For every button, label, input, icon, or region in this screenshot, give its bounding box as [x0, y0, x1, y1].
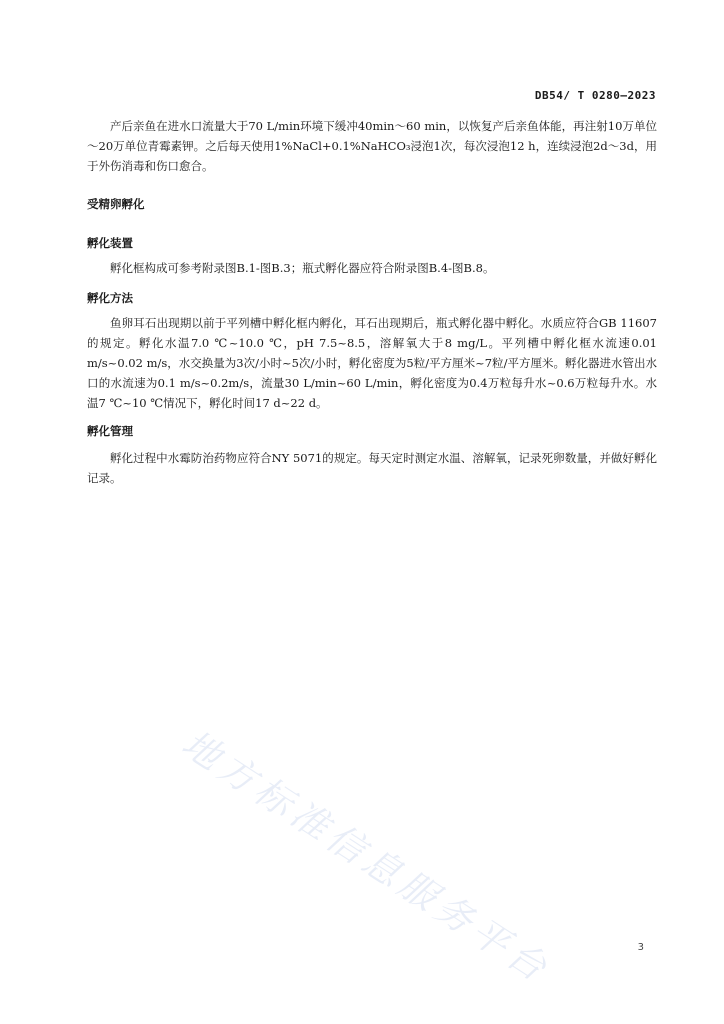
- document-code: DB54/ T 0280—2023: [534, 89, 656, 102]
- heading-incubation-management: 孵化管理: [87, 424, 133, 438]
- paragraph-incubation-management: 孵化过程中水霉防治药物应符合NY 5071的规定。每天定时测定水温、溶解氧，记录死卵数量，并做好孵化记录。: [87, 451, 657, 485]
- paragraph-postpartum-care: 产后亲鱼在进水口流量大于70 L/min环境下缓冲40min～60 min，以恢复产后亲鱼体能，再注射10万单位～20万单位青霉素钾。之后每天使用1%NaCl+0.1%NaHCO₃浸泡1次，每次浸泡12 h，连续浸泡2d～3d，用于外伤消毒和伤口愈合。: [87, 119, 657, 173]
- heading-incubation-device: 孵化装置: [87, 236, 133, 250]
- paragraph-incubation-device: 孵化框构成可参考附录图B.1-图B.3；瓶式孵化器应符合附录图B.4-图B.8。: [110, 261, 495, 275]
- paragraph-incubation-method: 鱼卵耳石出现期以前于平列槽中孵化框内孵化，耳石出现期后，瓶式孵化器中孵化。水质应符合GB 11607的规定。孵化水温7.0 ℃~10.0 ℃，pH 7.5~8.5，溶解氧大于8 mg/L。平列槽中孵化框水流速0.01 m/s~0.02 m/s，水交换量为3次/小时~5次/小时，孵化密度为5粒/平方厘米~7粒/平方厘米。孵化器进水管出水口的水流速为0.1 m/s~0.2m/s，流量30 L/min~60 L/min，孵化密度为0.4万粒每升水~0.6万粒每升水。水温7 ℃~10 ℃情况下，孵化时间17 d~22 d。: [87, 316, 657, 410]
- heading-incubation-method: 孵化方法: [87, 291, 133, 305]
- page-number: 3: [637, 942, 644, 953]
- heading-egg-incubation: 受精卵孵化: [87, 197, 145, 211]
- watermark: 地方标准信息服务平台: [174, 721, 559, 993]
